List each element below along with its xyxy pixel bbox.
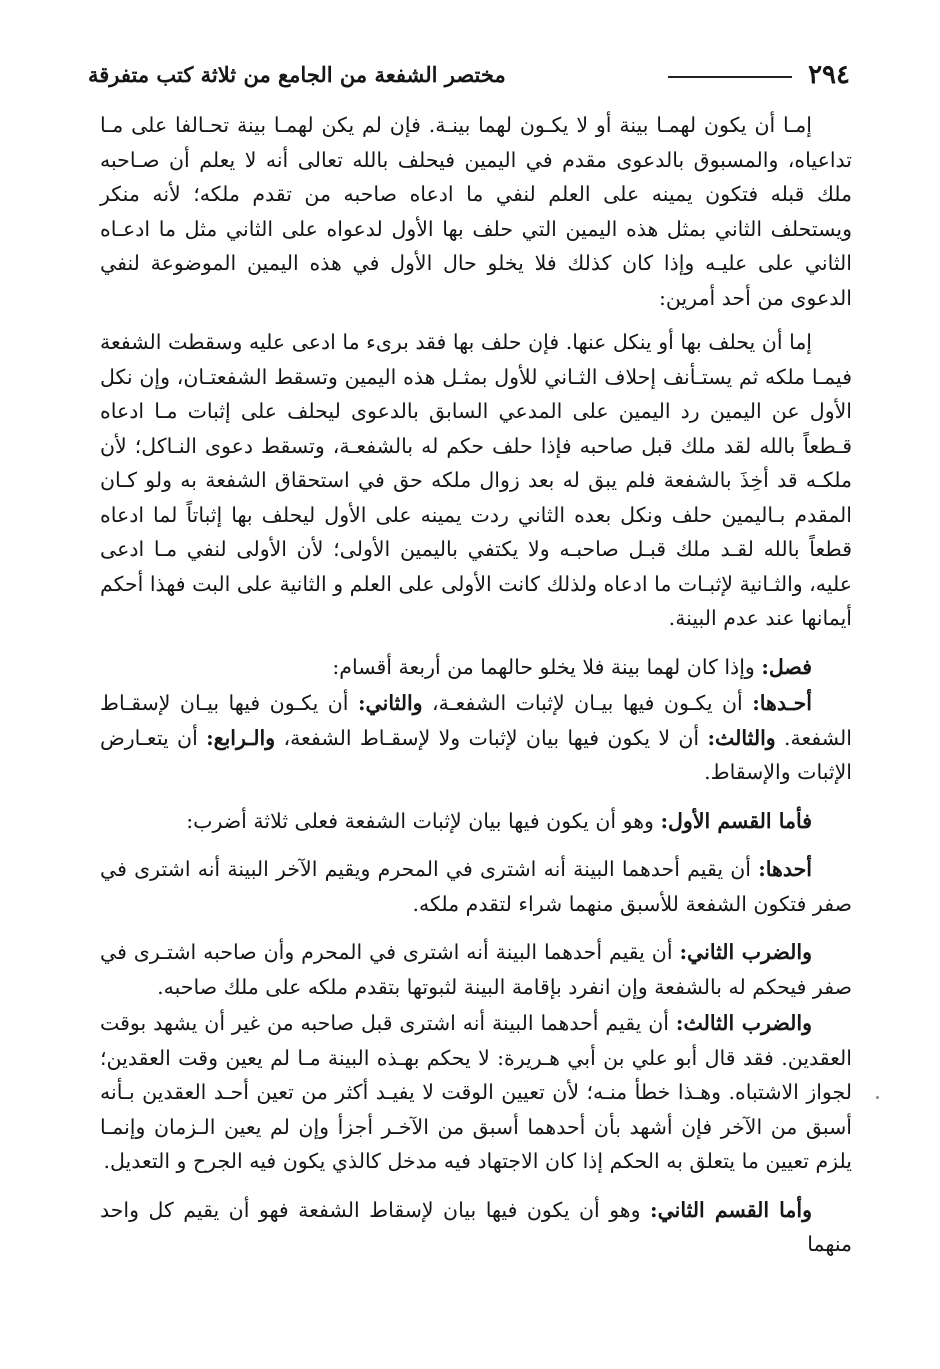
paragraph-8 xyxy=(100,1006,852,1179)
paragraph-2: إما أن يحلف بها أو ينكل عنها. فإن حلف بها فقد برىء ما ادعى عليه وسقطت الشفعة فيمـا ملكه ثم يستـأنف إحلاف الثـاني للأول بمثـل هذه اليمين وتسقط الشفعتـان، وإن نكل الأول عن اليمين رد اليمين على المدعي السابق بالدعوى ليحلف على إثبات مـا ادعاه قـطعاً بالله لقد ملك قبل صاحبه فإذا حلف حكم له بالشفعـة، وتسقط دعوى النـاكل؛ لأن ملكـه قد أخِذَ بالشفعة فلم يبق له بعد زوال ملكه حق في استحقاق الشفعة به ولو كـان المقدم بـاليمين حلف ونكل بعده الثاني ردت يمينه على الأول ليحلف بها إثباتاً لما ادعاه قطعاً بالله لقـد ملك قبـل صاحبـه ولا يكتفي باليمين الأولى؛ لأن الأولى لنفي مـا ادعى عليه، والثـانية لإثبـات ما ادعاه ولذلك كانت الأولى على العلم و الثانية على البت فهذا أحكم أيمانها عند عدم البينة. xyxy=(100,330,852,630)
section-label-fasl: فصل: xyxy=(761,654,812,679)
label-second-section: وأما القسم الثاني: xyxy=(650,1197,812,1222)
label-type-three: والضرب الثالث: xyxy=(675,1011,812,1035)
paragraph-9-text: وهو أن يكون فيها بيان لإسقاط الشفعة فهو أن يقيم كل واحد منهما xyxy=(100,1197,852,1256)
text-fourth: أن يتعـارض الإثبات والإسقاط. xyxy=(100,725,852,784)
text-third: أن لا يكون فيها بيان لإثبات ولا لإسقـاط الشفعة، xyxy=(283,725,700,750)
paragraph-4 xyxy=(100,686,852,790)
paragraph-8-text: أن يقيم أحدهما البينة أنه اشترى قبل صاحبه من غير أن يشهد بوقت العقدين. فقد قال أبو علي بن أبي هـريرة: لا يحكم بهـذه البينة مـا لم يعين وقت العقدين؛ لجواز الاشتباه. وهـذا خطأ منـه؛ لأن تعيين الوقت لا يفيـد أكثر من تعين أحـد العقدين بـأنه أسبق من الآخر فإن أشهد بأن أحدهما أسبق من الآخـر أجزأ وإن لم يعين الـزمان وإنمـا يلزم تعيين ما يتعلق به الحكم إذا كان الاجتهاد فيه مدخل كالذي يكون فيه الجرح و التعديل. xyxy=(100,1011,852,1173)
paragraph-5 xyxy=(100,804,852,839)
paragraph-7 xyxy=(100,935,852,1004)
header-rule xyxy=(668,76,792,78)
margin-mark xyxy=(876,1096,879,1099)
paragraph-3-text: وإذا كان لهما بينة فلا يخلو حالهما من أربعة أقسام: xyxy=(332,654,755,679)
page-body xyxy=(100,108,852,1276)
label-type-two: والضرب الثاني: xyxy=(679,940,812,964)
paragraph-1: إمـا أن يكون لهمـا بينة أو لا يكـون لهما بينـة. فإن لم يكن لهمـا بينة تحـالفا على مـا تداعياه، والمسبوق بالدعوى مقدم في اليمين فيحلف بالله تعالى أنه لا يعلم أن صـاحبه ملك قبله فتكون يمينه على العلم لنفي ما ادعاه صاحبه من تقدم ملكه؛ لأنه منكر ويستحلف الثاني بمثل هذه اليمين التي حلف بها الأول لدعواه على الثاني مثل ما ادعـاه الثاني على عليـه وإذا كان كذلك فلا يخلو حال الأول في هذه اليمين الموضوعة لنفي الدعوى من أحد أمرين: xyxy=(100,113,852,310)
label-first: أحـدها: xyxy=(752,691,812,715)
page-number: ٢٩٤ xyxy=(808,60,850,90)
running-title: مختصر الشفعة من الجامع من ثلاثة كتب متفرقة xyxy=(88,62,506,87)
label-fourth: والـرابع: xyxy=(206,725,276,750)
label-third: والثالث: xyxy=(707,725,776,750)
label-type-one: أحدها: xyxy=(758,857,812,881)
paragraph-9 xyxy=(100,1193,852,1262)
text-first: أن يكـون فيها بيـان لإثبات الشفعـة، xyxy=(432,691,743,715)
paragraph-6-text: أن يقيم أحدهما البينة أنه اشترى في المحرم ويقيم الآخر البينة أنه اشترى في صفر فتكون الشفعة للأسبق منهما شراء لتقدم ملكه. xyxy=(100,857,852,916)
label-first-section: فأما القسم الأول: xyxy=(660,808,812,833)
paragraph-5-text: وهو أن يكون فيها بيان لإثبات الشفعة فعلى ثلاثة أضرب: xyxy=(186,808,654,833)
paragraph-7-text: أن يقيم أحدهما البينة أنه اشترى في المحرم وأن صاحبه اشتـرى في صفر فيحكم له بالشفعة وإن انفرد بإقامة البينة لثبوتها بتقدم ملكه على ملك صاحبه. xyxy=(100,940,852,999)
paragraph-6 xyxy=(100,852,852,921)
label-second: والثاني: xyxy=(357,691,423,715)
page-header xyxy=(88,58,850,98)
paragraph-3 xyxy=(100,650,852,685)
text-second: أن يكـون فيها بيـان لإسقـاط الشفعة. xyxy=(100,691,852,750)
